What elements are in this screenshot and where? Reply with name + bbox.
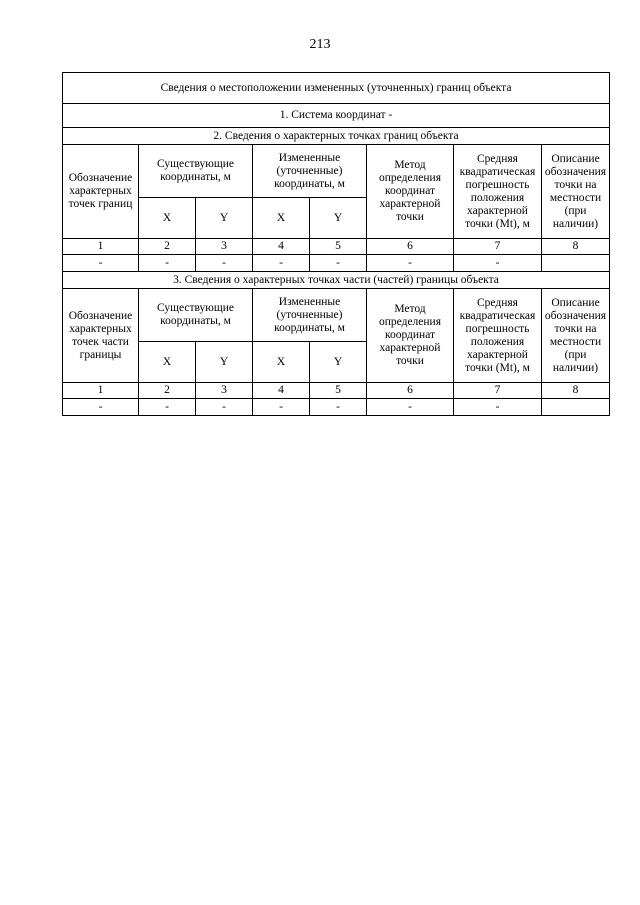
section2-number-cell: 6	[367, 239, 454, 255]
section3-sub-x-changed: X	[253, 342, 310, 383]
section2-number-cell: 5	[310, 239, 367, 255]
section2-number-cell: 1	[63, 239, 139, 255]
section2-data-cell: -	[196, 255, 253, 272]
section3-data-cell: -	[139, 399, 196, 416]
section3-col-description: Описание обозначения точки на местности (при наличии)	[542, 289, 610, 383]
section2-data-cell	[542, 255, 610, 272]
section2-data-cell: -	[139, 255, 196, 272]
section3-data-cell: -	[63, 399, 139, 416]
section3-sub-y-existing: Y	[196, 342, 253, 383]
section2-col-description: Описание обозначения точки на местности (при наличии)	[542, 145, 610, 239]
boundary-table	[62, 72, 610, 416]
section3-data-cell	[542, 399, 610, 416]
section2-col-designation: Обозначение характерных точек границ	[63, 145, 139, 239]
section3-data-cell: -	[454, 399, 542, 416]
section2-data-cell: -	[367, 255, 454, 272]
section3-number-cell: 6	[367, 383, 454, 399]
section3-number-cell: 8	[542, 383, 610, 399]
section3-number-cell: 4	[253, 383, 310, 399]
section3-data-cell: -	[367, 399, 454, 416]
section3-data-cell: -	[310, 399, 367, 416]
section3-col-changed: Измененные (уточненные) координаты, м	[253, 289, 367, 342]
section3-number-cell: 7	[454, 383, 542, 399]
section3-col-method: Метод определения координат характерной точки	[367, 289, 454, 383]
section3-col-existing: Существующие координаты, м	[139, 289, 253, 342]
section3-number-cell: 5	[310, 383, 367, 399]
section2-sub-y-changed: Y	[310, 198, 367, 239]
section2-number-cell: 8	[542, 239, 610, 255]
section3-col-error: Средняя квадратическая погрешность положения характерной точки (Mt), м	[454, 289, 542, 383]
section2-heading: 2. Сведения о характерных точках границ объекта	[63, 128, 610, 145]
section2-data-cell: -	[253, 255, 310, 272]
section2-col-existing: Существующие координаты, м	[139, 145, 253, 198]
section3-col-designation: Обозначение характерных точек части границы	[63, 289, 139, 383]
section2-data-cell: -	[454, 255, 542, 272]
section2-data-cell: -	[63, 255, 139, 272]
section3-number-cell: 1	[63, 383, 139, 399]
section3-data-cell: -	[196, 399, 253, 416]
section2-sub-x-changed: X	[253, 198, 310, 239]
section3-sub-y-changed: Y	[310, 342, 367, 383]
section2-sub-x-existing: X	[139, 198, 196, 239]
section2-number-cell: 4	[253, 239, 310, 255]
section3-number-cell: 2	[139, 383, 196, 399]
section3-data-cell: -	[253, 399, 310, 416]
section3-sub-x-existing: X	[139, 342, 196, 383]
section2-number-cell: 2	[139, 239, 196, 255]
section2-col-changed: Измененные (уточненные) координаты, м	[253, 145, 367, 198]
section2-data-cell: -	[310, 255, 367, 272]
table-title: Сведения о местоположении измененных (уточненных) границ объекта	[63, 73, 610, 104]
section2-number-cell: 3	[196, 239, 253, 255]
section3-number-cell: 3	[196, 383, 253, 399]
page-number: 213	[309, 37, 331, 52]
section3-heading: 3. Сведения о характерных точках части (частей) границы объекта	[63, 272, 610, 289]
section2-col-error: Средняя квадратическая погрешность положения характерной точки (Mt), м	[454, 145, 542, 239]
section2-col-method: Метод определения координат характерной точки	[367, 145, 454, 239]
section2-sub-y-existing: Y	[196, 198, 253, 239]
section2-number-cell: 7	[454, 239, 542, 255]
coordinate-system-row: 1. Система координат -	[63, 104, 610, 128]
